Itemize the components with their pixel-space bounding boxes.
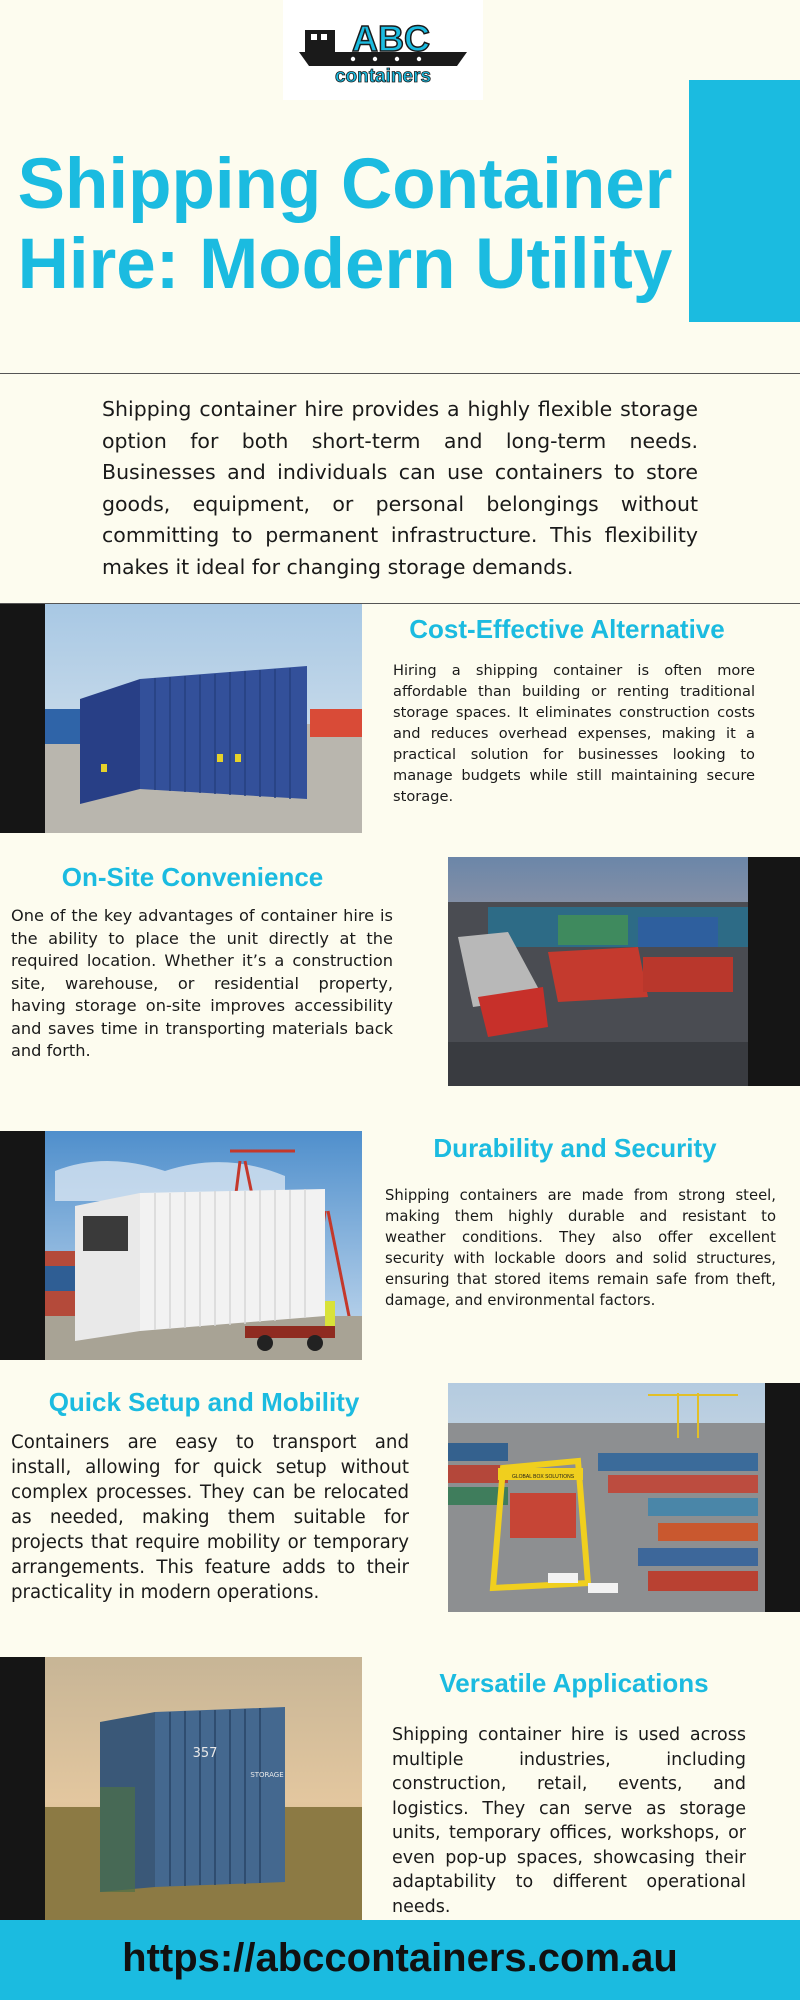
refrigerated-container-photo xyxy=(45,1131,362,1360)
section-body: One of the key advantages of container hire is the ability to place the unit directly at the required location. Whether it’s a construction site, warehouse, or residential property, having storage on-site improves accessibility and saves time in transporting materials back and forth. xyxy=(11,906,393,1060)
logo-brand-top: ABC xyxy=(352,18,430,59)
divider xyxy=(0,373,800,374)
container-number: 357 xyxy=(192,1746,218,1761)
crane-sign-text: GLOBAL BOX SOLUTIONS xyxy=(511,1474,575,1480)
dark-side-bar xyxy=(0,1657,45,1920)
container-port-crane-photo xyxy=(448,1383,765,1612)
logo-brand-bottom: containers xyxy=(334,66,432,87)
accent-bar xyxy=(689,80,800,322)
dark-side-bar xyxy=(748,857,800,1086)
section-heading: Cost-Effective Alternative xyxy=(409,614,725,644)
title-line-1: Shipping Container xyxy=(17,145,673,224)
section-body: Shipping container hire is used across multiple industries, including construction, retail, events, and logistics. They can serve as storage units, temporary offices, workshops, or even pop-up spaces, showcasing their adaptability to different operational needs. xyxy=(392,1725,746,1917)
section-body: Containers are easy to transport and install, allowing for quick setup without complex processes. They can be relocated as needed, making them suitable for projects that require mobility or temporary arrangements. This feature adds to their practicality in modern operations. xyxy=(11,1432,409,1603)
section-heading: Durability and Security xyxy=(433,1133,717,1163)
section-heading: Versatile Applications xyxy=(439,1668,709,1698)
website-link[interactable]: https://abccontainers.com.au xyxy=(122,1936,678,1980)
intro-paragraph: Shipping container hire provides a highly flexible storage option for both short-term and long-term needs. Businesses and individuals can use containers to store goods, equipment, or personal belongings without committing to permanent infrastructure. This flexibility makes it ideal for changing storage demands. xyxy=(102,397,698,579)
logo-mark xyxy=(283,0,483,100)
container-yard-dusk-photo xyxy=(448,857,748,1086)
company-logo[interactable] xyxy=(283,0,483,100)
container-label: STORAGE xyxy=(250,1771,284,1779)
dark-side-bar xyxy=(0,604,45,833)
dark-side-bar xyxy=(765,1383,800,1612)
section-heading: Quick Setup and Mobility xyxy=(48,1387,360,1417)
title-line-2: Hire: Modern Utility xyxy=(17,225,673,304)
section-body: Shipping containers are made from strong steel, making them highly durable and resistant to weather conditions. They also offer excellent security with lockable doors and solid structures, ensuring that stored items remain safe from theft, damage, and environmental factors. xyxy=(385,1187,776,1309)
section-heading: On-Site Convenience xyxy=(61,862,324,892)
dark-side-bar xyxy=(0,1131,45,1360)
storage-container-field-photo xyxy=(45,1657,362,1920)
blue-container-photo xyxy=(45,604,362,833)
page-title xyxy=(10,145,680,305)
section-body: Hiring a shipping container is often more affordable than building or renting traditional storage spaces. It eliminates construction costs and reduces overhead expenses, making it a practical solution for businesses looking to manage budgets while still maintaining secure storage. xyxy=(393,662,755,805)
